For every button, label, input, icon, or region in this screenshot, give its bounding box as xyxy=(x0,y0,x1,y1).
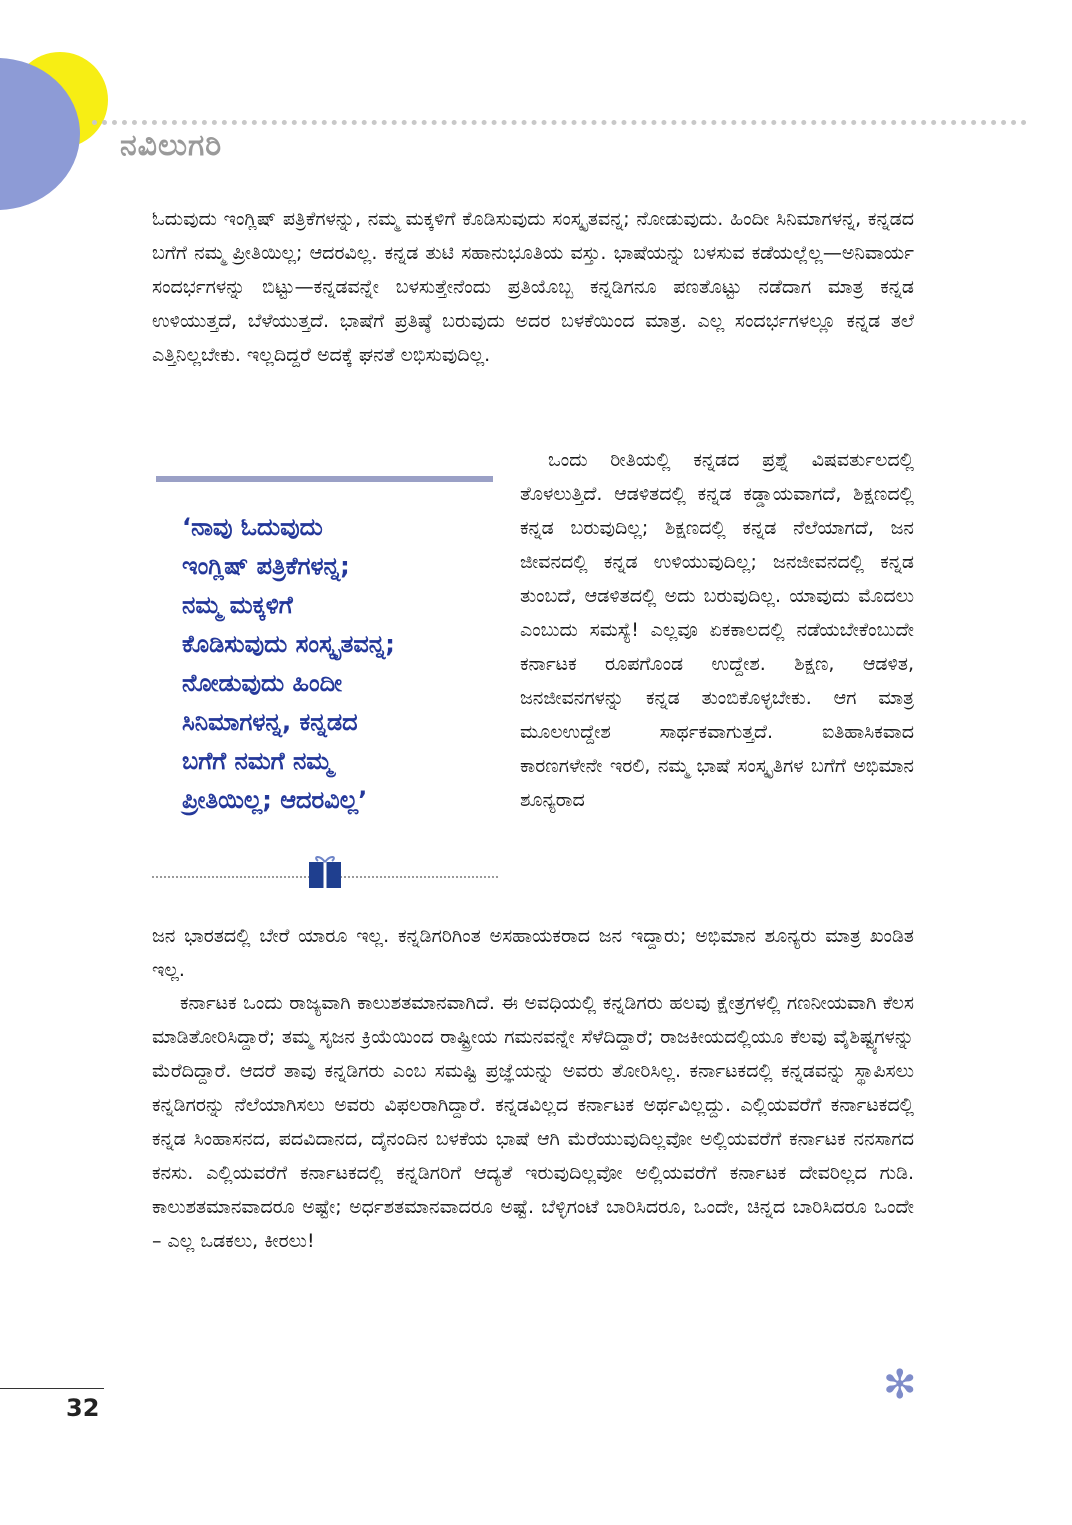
header-dotted-rule xyxy=(92,120,1027,125)
pull-quote-line: ಇಂಗ್ಲಿಷ್ ಪತ್ರಿಕೆಗಳನ್ನ; xyxy=(182,552,350,580)
page-number: 32 xyxy=(66,1394,100,1422)
paragraph-top: ಓದುವುದು ಇಂಗ್ಲಿಷ್ ಪತ್ರಿಕೆಗಳನ್ನು, ನಮ್ಮ ಮಕ್ಕಳಿಗೆ ಕೊಡಿಸುವುದು ಸಂಸ್ಕೃತವನ್ನ; ನೋಡುವುದು. ಹಿಂದೀ ಸಿನಿಮಾಗಳನ್ನ, ಕನ್ನಡದ ಬಗೆಗೆ ನಮ್ಮ ಪ್ರೀತಿಯಿಲ್ಲ; ಆದರವಿಲ್ಲ. ಕನ್ನಡ ತುಟಿ ಸಹಾನುಭೂತಿಯ ವಸ್ತು. ಭಾಷೆಯನ್ನು ಬಳಸುವ ಕಡೆಯಲ್ಲೆಲ್ಲ—ಅನಿವಾರ್ಯ ಸಂದರ್ಭಗಳನ್ನು ಬಿಟ್ಟು—ಕನ್ನಡವನ್ನೇ ಬಳಸುತ್ತೇನೆಂದು ಪ್ರತಿಯೊಬ್ಬ ಕನ್ನಡಿಗನೂ ಪಣತೊಟ್ಟು ನಡೆದಾಗ ಮಾತ್ರ ಕನ್ನಡ ಉಳಿಯುತ್ತದೆ, ಬೆಳೆಯುತ್ತದೆ. ಭಾಷೆಗೆ ಪ್ರತಿಷ್ಠೆ ಬರುವುದು ಅದರ ಬಳಕೆಯಿಂದ ಮಾತ್ರ. ಎಲ್ಲ ಸಂದರ್ಭಗಳಲ್ಲೂ ಕನ್ನಡ ತಲೆ ಎತ್ತಿನಿಲ್ಲಬೇಕು. ಇಲ್ಲದಿದ್ದರೆ ಅದಕ್ಕೆ ಘನತೆ ಲಭಿಸುವುದಿಲ್ಲ. xyxy=(152,208,914,366)
pull-quote-line: ‘ನಾವು ಓದುವುದು xyxy=(182,513,323,541)
paragraph-continuation: ಜನ ಭಾರತದಲ್ಲಿ ಬೇರೆ ಯಾರೂ ಇಲ್ಲ. ಕನ್ನಡಿಗರಿಗಿಂತ ಅಸಹಾಯಕರಾದ ಜನ ಇದ್ದಾರು; ಅಭಿಮಾನ ಶೂನ್ಯರು ಮಾತ್ರ ಖಂಡಿತ ಇಲ್ಲ. xyxy=(152,925,914,981)
paragraph-last: ಕರ್ನಾಟಕ ಒಂದು ರಾಜ್ಯವಾಗಿ ಕಾಲುಶತಮಾನವಾಗಿದೆ. ಈ ಅವಧಿಯಲ್ಲಿ ಕನ್ನಡಿಗರು ಹಲವು ಕ್ಷೇತ್ರಗಳಲ್ಲಿ ಗಣನೀಯವಾಗಿ ಕೆಲಸ ಮಾಡಿತೋರಿಸಿದ್ದಾರೆ; ತಮ್ಮ ಸೃಜನ ಕ್ರಿಯೆಯಿಂದ ರಾಷ್ಟ್ರೀಯ ಗಮನವನ್ನೇ ಸೆಳೆದಿದ್ದಾರೆ; ರಾಜಕೀಯದಲ್ಲಿಯೂ ಕೆಲವು ವೈಶಿಷ್ಟ್ಯಗಳನ್ನು ಮೆರೆದಿದ್ದಾರೆ. ಆದರೆ ತಾವು ಕನ್ನಡಿಗರು ಎಂಬ ಸಮಷ್ಟಿ ಪ್ರಜ್ಞೆಯನ್ನು ಅವರು ತೋರಿಸಿಲ್ಲ. ಕರ್ನಾಟಕದಲ್ಲಿ ಕನ್ನಡವನ್ನು ಸ್ಥಾಪಿಸಲು ಕನ್ನಡಿಗರನ್ನು ನೆಲೆಯಾಗಿಸಲು ಅವರು ವಿಫಲರಾಗಿದ್ದಾರೆ. ಕನ್ನಡವಿಲ್ಲದ ಕರ್ನಾಟಕ ಅರ್ಥವಿಲ್ಲದ್ದು. ಎಲ್ಲಿಯವರೆಗೆ ಕರ್ನಾಟಕದಲ್ಲಿ ಕನ್ನಡ ಸಿಂಹಾಸನದ, ಪದವಿದಾನದ, ದೈನಂದಿನ ಬಳಕೆಯ ಭಾಷೆ ಆಗಿ ಮೆರೆಯುವುದಿಲ್ಲವೋ ಅಲ್ಲಿಯವರೆಗೆ ಕರ್ನಾಟಕ ನನಸಾಗದ ಕನಸು. ಎಲ್ಲಿಯವರೆಗೆ ಕರ್ನಾಟಕದಲ್ಲಿ ಕನ್ನಡಿಗರಿಗೆ ಆದ್ಯತೆ ಇರುವುದಿಲ್ಲವೋ ಅಲ್ಲಿಯವರೆಗೆ ಕರ್ನಾಟಕ ದೇವರಿಲ್ಲದ ಗುಡಿ. ಕಾಲುಶತಮಾನವಾದರೂ ಅಷ್ಟೇ; ಅರ್ಧಶತಮಾನವಾದರೂ ಅಷ್ಟೆ. ಬೆಳ್ಳಿಗಂಟೆ ಬಾರಿಸಿದರೂ, ಒಂದೇ, ಚಿನ್ನದ ಬಾರಿಸಿದರೂ ಒಂದೇ – ಎಲ್ಲ ಒಡಕಲು, ಕೀರಲು! xyxy=(152,992,914,1252)
pull-quote-line: ನಮ್ಮ ಮಕ್ಕಳಿಗೆ xyxy=(182,591,293,619)
footer-rule xyxy=(0,1388,104,1389)
pull-quote-line: ಕೊಡಿಸುವುದು ಸಂಸ್ಕೃತವನ್ನ; xyxy=(182,630,395,658)
pull-quote-top-rule xyxy=(156,476,493,482)
pull-quote-line: ನೋಡುವುದು ಹಿಂದೀ xyxy=(182,669,343,697)
asterisk-icon: ✻ xyxy=(883,1362,917,1408)
paragraph-right-column: ಒಂದು ರೀತಿಯಲ್ಲಿ ಕನ್ನಡದ ಪ್ರಶ್ನೆ ವಿಷವರ್ತುಲದಲ್ಲಿ ತೊಳಲುತ್ತಿದೆ. ಆಡಳಿತದಲ್ಲಿ ಕನ್ನಡ ಕಡ್ಡಾಯವಾಗದೆ, ಶಿಕ್ಷಣದಲ್ಲಿ ಕನ್ನಡ ಬರುವುದಿಲ್ಲ; ಶಿಕ್ಷಣದಲ್ಲಿ ಕನ್ನಡ ನೆಲೆಯಾಗದೆ, ಜನ ಜೀವನದಲ್ಲಿ ಕನ್ನಡ ಉಳಿಯುವುದಿಲ್ಲ; ಜನಜೀವನದಲ್ಲಿ ಕನ್ನಡ ತುಂಬದೆ, ಆಡಳಿತದಲ್ಲಿ ಅದು ಬರುವುದಿಲ್ಲ. ಯಾವುದು ಮೊದಲು ಎಂಬುದು ಸಮಸ್ಯೆ! ಎಲ್ಲವೂ ಏಕಕಾಲದಲ್ಲಿ ನಡೆಯಬೇಕೆಂಬುದೇ ಕರ್ನಾಟಕ ರೂಪಗೊಂಡ ಉದ್ದೇಶ. ಶಿಕ್ಷಣ, ಆಡಳಿತ, ಜನಜೀವನಗಳನ್ನು ಕನ್ನಡ ತುಂಬಿಕೊಳ್ಳಬೇಕು. ಆಗ ಮಾತ್ರ ಮೂಲಉದ್ದೇಶ ಸಾರ್ಥಕವಾಗುತ್ತದೆ. ಐತಿಹಾಸಿಕವಾದ ಕಾರಣಗಳೇನೇ ಇರಲಿ, ನಮ್ಮ ಭಾಷೆ ಸಂಸ್ಕೃತಿಗಳ ಬಗೆಗೆ ಅಭಿಮಾನ ಶೂನ್ಯರಾದ xyxy=(520,449,914,811)
section-title: ನವಿಲುಗರಿ xyxy=(120,128,223,163)
gift-icon xyxy=(307,853,343,889)
pull-quote xyxy=(182,508,482,820)
pull-quote-line: ಬಗೆಗೆ ನಮಗೆ ನಮ್ಮ xyxy=(182,747,333,775)
pull-quote-line: ಪ್ರೀತಿಯಿಲ್ಲ; ಆದರವಿಲ್ಲ’ xyxy=(182,786,368,814)
pull-quote-line: ಸಿನಿಮಾಗಳನ್ನ, ಕನ್ನಡದ xyxy=(182,708,358,736)
